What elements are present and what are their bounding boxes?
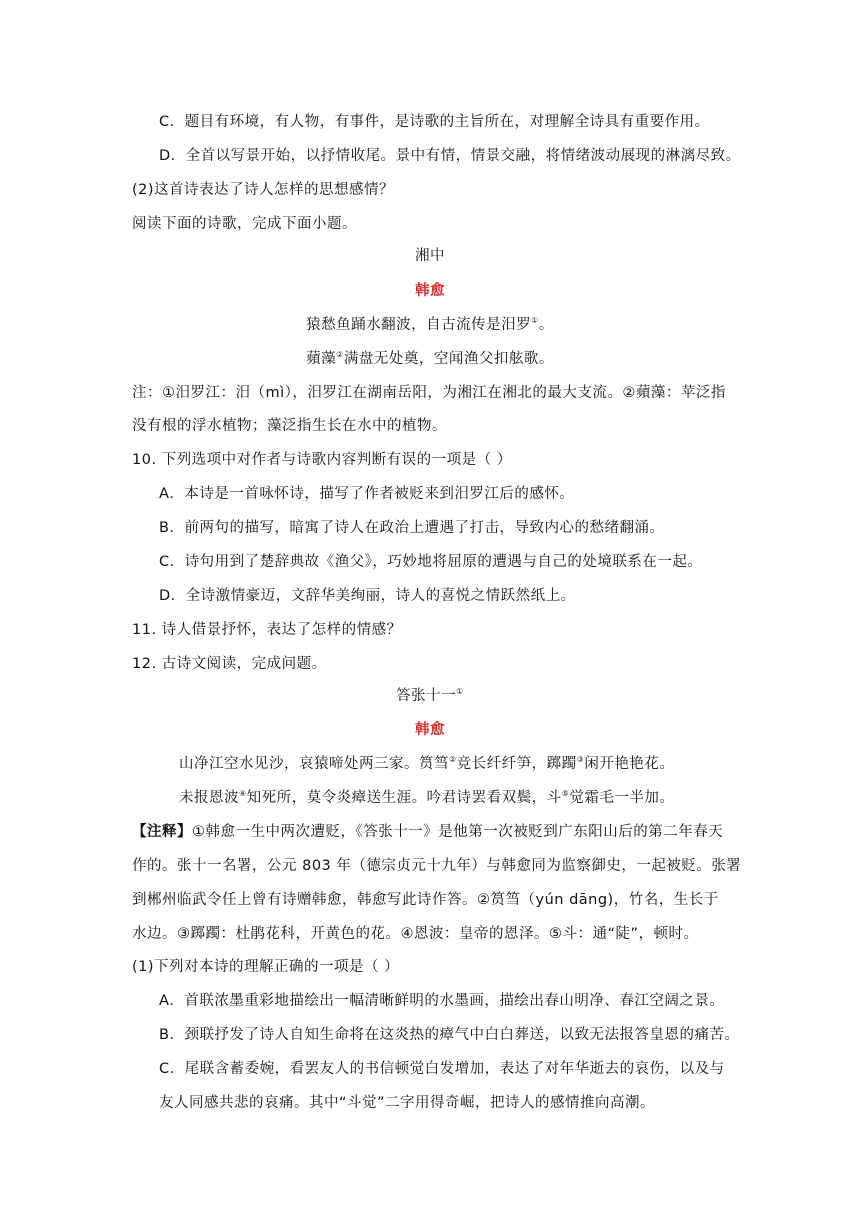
annotation-line-2: 作的。张十一名署，公元 803 年（德宗贞元十九年）与韩愈同为监察御史，一起被贬。张署 (132, 858, 742, 874)
option-c-line-1: C．尾联含蓄委婉，看罢友人的书信顿觉白发增加，表达了对年华逝去的哀伤，以及与 (159, 1061, 725, 1077)
option-d: D．全诗激情豪迈，文辞华美绚丽，诗人的喜悦之情跃然纸上。 (159, 588, 576, 604)
poem-line-2: 未报恩波④知死所，莫令炎瘴送生涯。吟君诗罢看双鬓，斗⑤觉霜毛一半加。 (179, 789, 675, 806)
question-12: 12. 古诗文阅读，完成问题。 (132, 656, 327, 672)
question-11: 11. 诗人借景抒怀，表达了怎样的情感？ (132, 622, 402, 638)
footnote-marker: ⑤ (561, 789, 570, 798)
poem-line-1: 山净江空水见沙，哀猿啼处两三家。筼筜②竞长纤纤笋，踯躅③闲开艳艳花。 (179, 755, 675, 772)
poem-note-line-2: 没有根的浮水植物；藻泛指生长在水中的植物。 (132, 418, 447, 434)
option-b: B．前两句的描写，暗寓了诗人在政治上遭遇了打击，导致内心的愁绪翻涌。 (159, 520, 665, 536)
option-a: A．本诗是一首咏怀诗，描写了作者被贬来到汨罗江后的感怀。 (159, 486, 575, 502)
sub-question-2: (2)这首诗表达了诗人怎样的思想感情？ (132, 182, 395, 198)
annotation-line-4: 水边。③踯躅：杜鹃花科，开黄色的花。④恩波：皇帝的恩泽。⑤斗：通“陡”，顿时。 (132, 926, 699, 942)
annotation-label: 【注释】 (132, 824, 192, 840)
footnote-marker: ① (456, 687, 464, 696)
poem-title: 湘中 (415, 248, 445, 264)
footnote-marker: ① (531, 316, 539, 325)
question-stem: 10. 下列选项中对作者与诗歌内容判断有误的一项是（ ） (132, 452, 512, 468)
poem-author: 韩愈 (415, 283, 445, 299)
footnote-marker: ② (449, 755, 457, 764)
footnote-marker: ② (336, 350, 344, 359)
option-c: C．诗句用到了楚辞典故《渔父》，巧妙地将屈原的遭遇与自己的处境联系在一起。 (159, 554, 703, 570)
poem-line-1: 猿愁鱼踊水翻波，自古流传是汨罗①。 (306, 316, 554, 333)
poem-line-2: 蘋藻②满盘无处奠，空闻渔父扣舷歌。 (306, 350, 554, 367)
annotation-line-1: 【注释】①韩愈一生中两次遭贬，《答张十一》是他第一次被贬到广东阳山后的第二年春天 (132, 824, 724, 840)
option-d: D．全首以写景开始，以抒情收尾。景中有情，情景交融，将情绪波动展现的淋漓尽致。 (159, 148, 741, 164)
poem-author: 韩愈 (415, 722, 445, 738)
option-c: C．题目有环境，有人物，有事件，是诗歌的主旨所在，对理解全诗具有重要作用。 (159, 114, 710, 130)
option-c-line-2: 友人同感共悲的哀痛。其中“斗觉”二字用得奇崛，把诗人的感情推向高潮。 (159, 1095, 656, 1111)
annotation-line-3: 到郴州临武令任上曾有诗赠韩愈，韩愈写此诗作答。②筼筜（yún dāng)，竹名，生长于 (132, 892, 719, 908)
question-stem: (1)下列对本诗的理解正确的一项是（ ） (132, 959, 400, 975)
reading-instruction: 阅读下面的诗歌，完成下面小题。 (132, 216, 357, 232)
option-b: B．颈联抒发了诗人自知生命将在这炎热的瘴气中白白葬送，以致无法报答皇恩的痛苦。 (159, 1027, 740, 1043)
footnote-marker: ④ (239, 789, 247, 798)
poem-title: 答张十一① (396, 687, 464, 704)
option-a: A．首联浓墨重彩地描绘出一幅清晰鲜明的水墨画，描绘出春山明净、春江空阔之景。 (159, 993, 725, 1009)
footnote-marker: ③ (576, 755, 585, 764)
poem-note-line-1: 注：①汨罗江：汨（mì），汨罗江在湖南岳阳，为湘江在湘北的最大支流。②蘋藻：苹泛指 (132, 385, 726, 401)
